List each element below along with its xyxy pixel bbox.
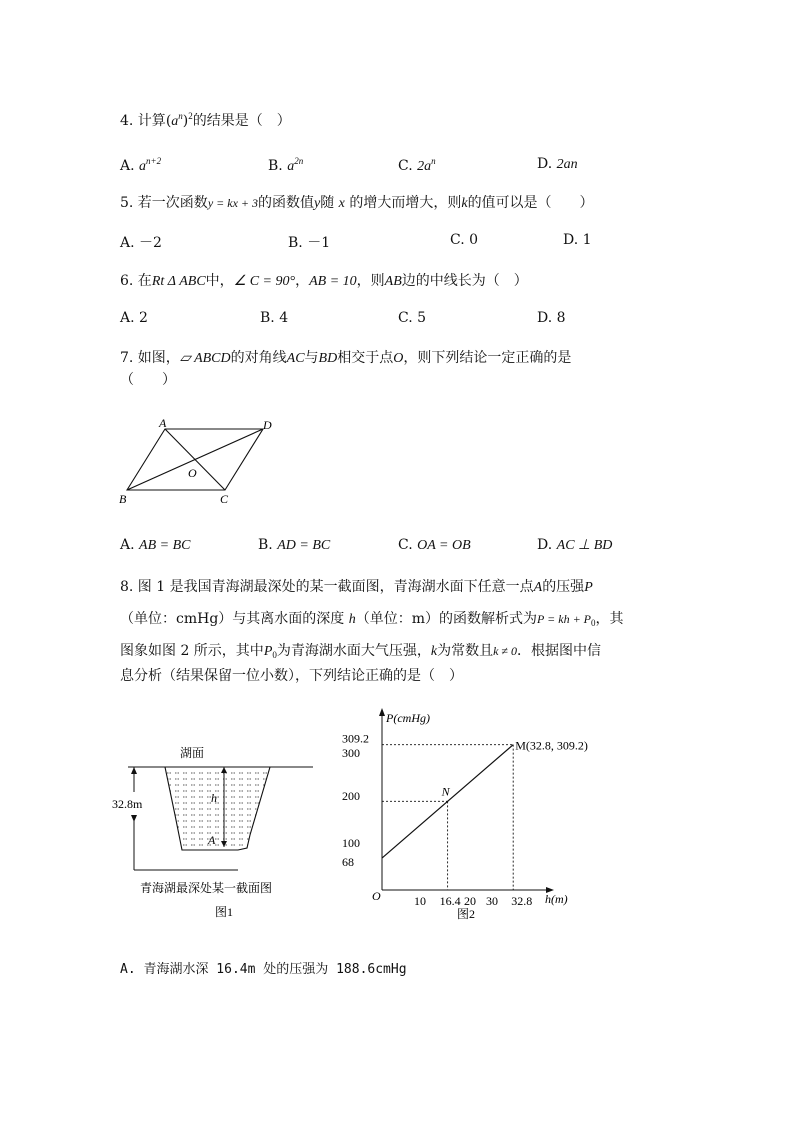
q5-option-b[interactable]: B. －1 (288, 235, 331, 251)
q6-stem: 6. 在Rt Δ ABC中，∠ C = 90°，AB = 10，则AB边的中线长为（ ） (120, 273, 528, 289)
y-tick-label: 300 (342, 746, 360, 760)
q8-line3: 图象如图 2 所示，其中$P_0$为青海湖水面大气压强，k为常数且k ≠ 0．根据图中信 (120, 643, 602, 660)
q6-option-b[interactable]: B. 4 (260, 310, 289, 326)
q7-stem: 7. 如图，▱ ABCD的对角线AC与BD相交于点O，则下列结论一定正确的是 (120, 350, 572, 366)
q4-stem-post: 的结果是（ ） (192, 113, 291, 129)
parallelogram-figure (115, 415, 280, 507)
y-tick-label: 309.2 (342, 731, 369, 746)
q5-function: y = kx + 3 (207, 196, 258, 210)
label-o: O (188, 466, 197, 480)
x-tick-label: 16.4 (439, 894, 461, 908)
label-c: C (220, 492, 229, 506)
q7-option-b[interactable]: B. AD = BC (258, 537, 331, 553)
q8-option-a[interactable]: A. 青海湖水深 16.4m 处的压强为 188.6cmHg (120, 962, 407, 977)
y-tick-label: 68 (342, 855, 354, 870)
lake-cross-section-figure (110, 740, 330, 920)
point-m-label: M(32.8, 309.2) (515, 738, 588, 753)
y-tick-label: 100 (342, 836, 360, 850)
label-d: D (263, 418, 272, 432)
q5-option-d[interactable]: D. 1 (563, 232, 592, 248)
x-tick-label: 30 (486, 894, 498, 908)
q6-option-d[interactable]: D. 8 (537, 310, 566, 326)
q8-line1: 8. 图 1 是我国青海湖最深处的某一截面图，青海湖水面下任意一点A的压强P (120, 579, 593, 595)
x-axis-label: h(m) (545, 892, 568, 906)
q4-stem-pre: 4. 计算 (120, 113, 166, 129)
q4-option-a[interactable]: A. $a^{n+2}$ (120, 156, 162, 174)
q7-option-a[interactable]: A. AB = BC (120, 537, 191, 553)
diagonal-bd (127, 429, 263, 490)
q6-option-c[interactable]: C. 5 (398, 310, 427, 326)
y-tick-label: 200 (342, 789, 360, 803)
q4-option-b[interactable]: B. $a^{2n}$ (268, 156, 304, 174)
q4-option-c[interactable]: C. $2a^n$ (398, 156, 436, 174)
q6-option-a[interactable]: A. 2 (120, 310, 148, 326)
q5-stem: 5. 若一次函数y = kx + 3的函数值y随 x 的增大而增大，则k的值可以是（ ） (120, 195, 594, 211)
pressure-depth-chart (340, 700, 600, 925)
q7-stem-line2: （ ） (120, 372, 176, 388)
q8-line2: （单位：cmHg）与其离水面的深度 h（单位：m）的函数解析式为P = kh + $P_0$，其 (120, 611, 624, 628)
q5-option-a[interactable]: A. －2 (120, 235, 162, 251)
x-tick-label: 10 (414, 894, 426, 908)
q4-expression: $(a^n)^2$ (165, 111, 193, 129)
y-axis-label: P(cmHg) (386, 711, 430, 725)
q4-option-d[interactable]: D. 2an (537, 156, 578, 172)
point-a-label: A (208, 833, 216, 847)
x-tick-label: 20 (464, 894, 476, 908)
fig2-name: 图2 (457, 907, 476, 921)
depth-32-8m-label: 32.8m (112, 797, 143, 811)
fig1-name: 图1 (215, 905, 234, 919)
origin-label: O (372, 889, 381, 903)
x-tick-label: 32.8 (511, 894, 533, 908)
label-b: B (119, 492, 127, 506)
q8-line4: 息分析（结果保留一位小数），下列结论正确的是（ ） (120, 668, 463, 684)
point-n-label: N (441, 784, 450, 799)
lake-surface-label: 湖面 (180, 746, 205, 760)
lake-water-region (165, 767, 270, 850)
q7-option-d[interactable]: D. AC ⊥ BD (537, 537, 613, 553)
q4-stem (120, 110, 291, 130)
label-a: A (159, 416, 167, 430)
q5-option-c[interactable]: C. 0 (450, 232, 479, 248)
depth-h-label: h (211, 791, 217, 805)
fig1-caption: 青海湖最深处某一截面图 (140, 881, 273, 895)
q7-option-c[interactable]: C. OA = OB (398, 537, 471, 553)
